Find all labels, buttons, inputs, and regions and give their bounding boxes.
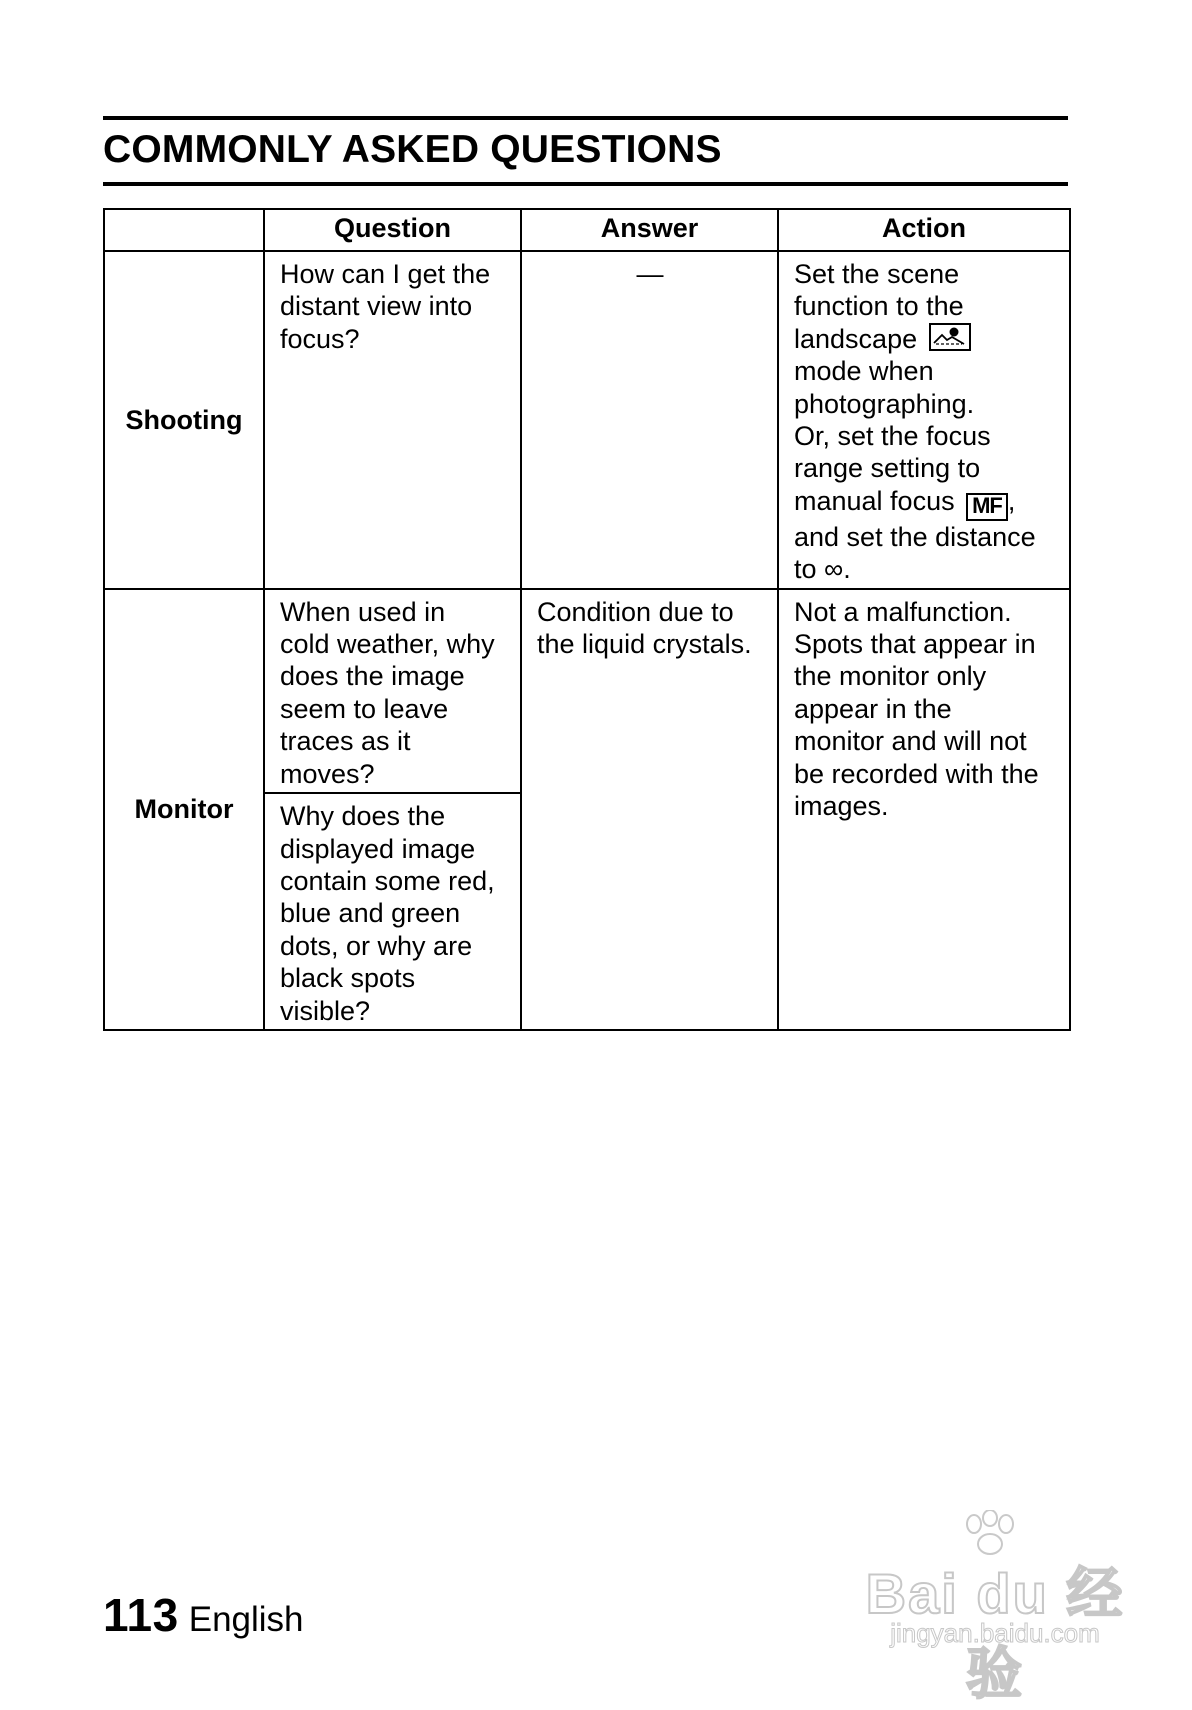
column-header-category xyxy=(104,209,264,251)
action-text-part3: , and set the distance to ∞. xyxy=(794,485,1036,585)
watermark-url: jingyan.baidu.com xyxy=(890,1618,1100,1648)
action-text-part1: Set the scene function to the landscape xyxy=(794,259,964,354)
answer-cell xyxy=(521,251,778,589)
answer-text: Condition due to the liquid crystals. xyxy=(537,596,752,660)
landscape-mode-icon xyxy=(929,323,971,351)
page-language: English xyxy=(188,1600,304,1639)
manual-focus-icon: MF xyxy=(966,493,1008,521)
answer-cell xyxy=(521,589,778,1030)
question-text: Why does the displayed image contain some red, blue and green dots, or why are black spots visible? xyxy=(280,801,495,1026)
table-row xyxy=(104,251,1070,589)
action-text xyxy=(794,258,1055,586)
page-number: 113 xyxy=(103,1589,179,1641)
action-text: Not a malfunction. Spots that appear in the monitor only appear in the monitor and will not be recorded with the images. xyxy=(794,596,1039,822)
watermark-brand: Bai du 经验 xyxy=(865,1562,1125,1705)
column-header-action: Action xyxy=(778,209,1070,251)
question-text: How can I get the distant view into focus? xyxy=(280,259,491,354)
table-header-row xyxy=(104,209,1070,251)
title-top-rule xyxy=(103,116,1068,120)
question-cell xyxy=(264,793,521,1030)
category-cell-shooting: Shooting xyxy=(104,251,264,589)
page-title: COMMONLY ASKED QUESTIONS xyxy=(103,128,722,171)
action-cell xyxy=(778,589,1070,1030)
category-cell-monitor: Monitor xyxy=(104,589,264,1030)
faq-table xyxy=(103,208,1071,1031)
page-footer xyxy=(103,1588,304,1642)
answer-text: — xyxy=(636,259,664,289)
baidu-watermark xyxy=(850,1510,1140,1705)
table-row xyxy=(104,589,1070,793)
action-cell xyxy=(778,251,1070,589)
question-cell xyxy=(264,251,521,589)
column-header-question: Question xyxy=(264,209,521,251)
column-header-answer: Answer xyxy=(521,209,778,251)
question-text: When used in cold weather, why does the image seem to leave traces as it moves? xyxy=(280,596,495,789)
action-text-part2: mode when photographing. Or, set the focus range setting to manual focus xyxy=(794,356,991,516)
title-bottom-rule xyxy=(103,182,1068,186)
question-cell xyxy=(264,589,521,793)
